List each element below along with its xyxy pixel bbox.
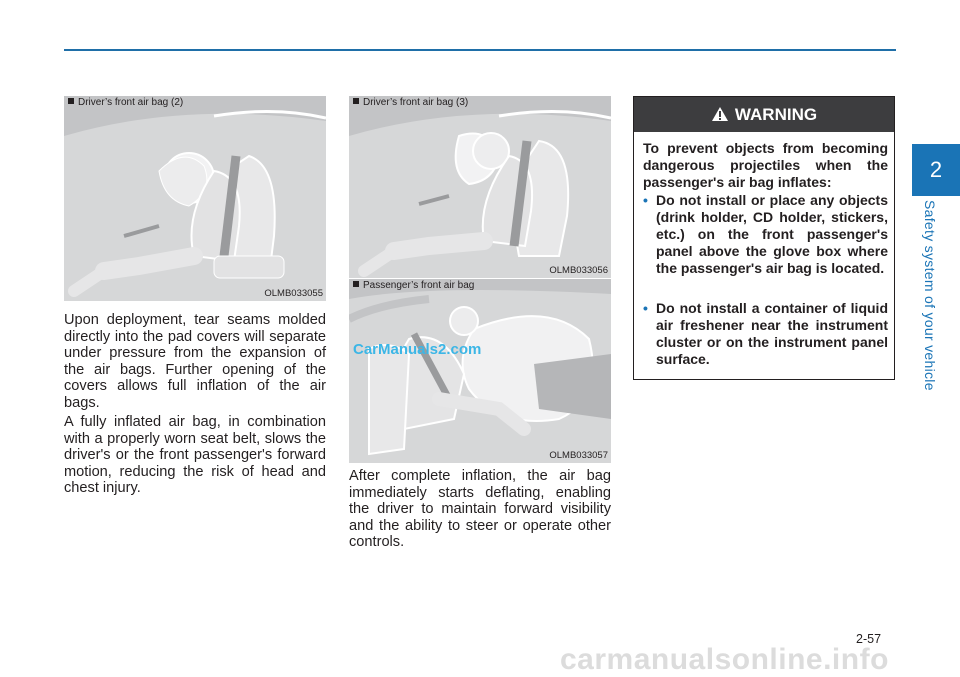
- figure-caption: Driver’s front air bag (2): [68, 97, 183, 108]
- body-paragraph-2: A fully inflated air bag, in combination with a properly worn seat belt, slows the driver's or the front passenger's forward motion, reducing the risk of head and chest injury.: [64, 414, 326, 497]
- figure-caption: Driver’s front air bag (3): [353, 97, 468, 108]
- driver-airbag-deflating-illustration: [349, 96, 611, 278]
- bullet-icon: •: [643, 192, 648, 208]
- chapter-title: Safety system of your vehicle: [922, 200, 938, 391]
- warning-title: WARNING: [734, 105, 818, 124]
- footer-watermark: carmanualsonline.info: [560, 643, 889, 676]
- watermark: CarManuals2.com: [353, 341, 482, 358]
- body-paragraph-3: After complete inflation, the air bag immediately starts deflating, enabling the driver to maintain forward visibility and the ability to steer or operate other controls.: [349, 468, 611, 551]
- bullet-icon: •: [643, 300, 648, 316]
- warning-icon: [711, 106, 729, 122]
- header-rule: [64, 49, 896, 51]
- page-number: 2-57: [856, 632, 882, 646]
- figure-passenger-airbag: [349, 278, 611, 463]
- warning-intro: To prevent objects from becoming dangerous projectiles when the passenger's air bag inflates:: [643, 140, 888, 190]
- passenger-airbag-illustration: [349, 279, 611, 463]
- chapter-side-title: [922, 200, 950, 400]
- figure-code: OLMB033057: [549, 450, 608, 461]
- figure-caption: Passenger’s front air bag: [353, 280, 474, 291]
- chapter-tab: [912, 144, 960, 196]
- figure-driver-airbag-2: [64, 96, 326, 301]
- driver-airbag-illustration: [64, 96, 326, 301]
- warning-item: • Do not install a container of liquid air freshener near the instrument cluster or on the instrument panel surface.: [643, 300, 888, 367]
- warning-header: [634, 97, 894, 132]
- warning-box: [633, 96, 895, 380]
- chapter-number: 2: [929, 157, 943, 182]
- warning-item: • Do not install or place any objects (drink holder, CD holder, stickers, etc.) on the front passenger's panel above the glove box where the passenger's air bag is located.: [643, 192, 888, 276]
- figure-driver-airbag-3: [349, 96, 611, 278]
- body-paragraph-1: Upon deployment, tear seams molded directly into the pad covers will separate under pressure from the expansion of the air bags. Further opening of the covers allows full inflation of the air bags.: [64, 312, 326, 411]
- figure-code: OLMB033055: [264, 288, 323, 299]
- figure-code: OLMB033056: [549, 265, 608, 276]
